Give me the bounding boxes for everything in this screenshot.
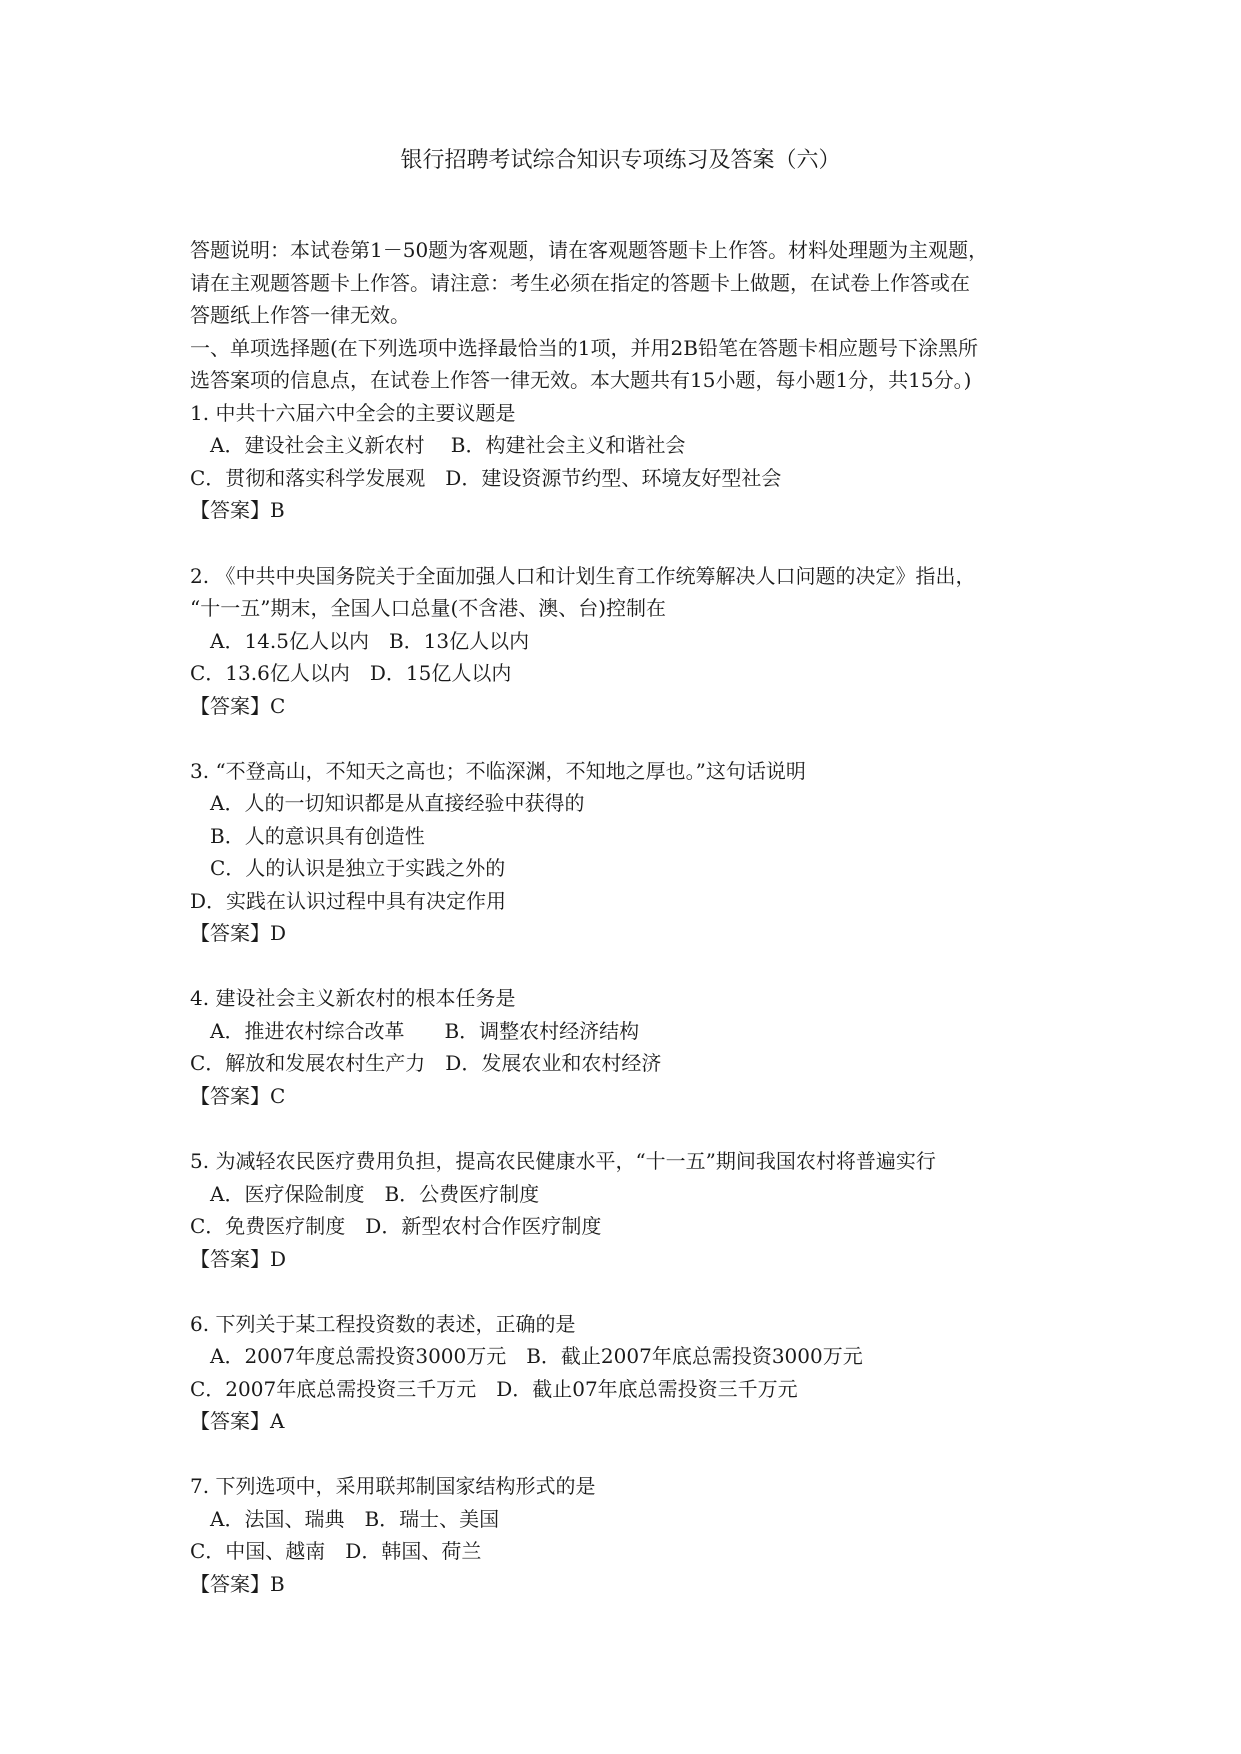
instructions-line: 答题说明：本试卷第1－50题为客观题，请在客观题答题卡上作答。材料处理题为主观题， [190, 238, 989, 262]
question-stem: 1. 中共十六届六中全会的主要议题是 [190, 401, 516, 425]
question-option: A．医疗保险制度 B．公费医疗制度 [210, 1182, 540, 1206]
question-option: A．建设社会主义新农村 B．构建社会主义和谐社会 [210, 433, 686, 457]
question-option: C．免费医疗制度 D．新型农村合作医疗制度 [190, 1214, 602, 1238]
question-option: A．法国、瑞典 B．瑞士、美国 [210, 1507, 500, 1531]
question-answer: 【答案】B [190, 498, 285, 522]
question-answer: 【答案】D [190, 921, 287, 945]
instructions-line: 请在主观题答题卡上作答。请注意：考生必须在指定的答题卡上做题，在试卷上作答或在 [190, 271, 970, 295]
question-answer: 【答案】C [190, 1084, 286, 1108]
question-stem: 4. 建设社会主义新农村的根本任务是 [190, 986, 516, 1010]
question-option: C．贯彻和落实科学发展观 D．建设资源节约型、环境友好型社会 [190, 466, 782, 490]
question-option: D．实践在认识过程中具有决定作用 [190, 889, 507, 913]
question-answer: 【答案】D [190, 1247, 287, 1271]
question-stem: 6. 下列关于某工程投资数的表述，正确的是 [190, 1312, 576, 1336]
instructions-line: 答题纸上作答一律无效。 [190, 303, 410, 327]
question-option: A．推进农村综合改革 B．调整农村经济结构 [210, 1019, 640, 1043]
question-option: C．人的认识是独立于实践之外的 [210, 856, 506, 880]
question-stem: “十一五”期末，全国人口总量(不含港、澳、台)控制在 [190, 596, 667, 620]
question-answer: 【答案】A [190, 1409, 285, 1433]
question-answer: 【答案】B [190, 1572, 285, 1596]
question-option: C．2007年底总需投资三千万元 D．截止07年底总需投资三千万元 [190, 1377, 798, 1401]
question-stem: 2. 《中共中央国务院关于全面加强人口和计划生育工作统筹解决人口问题的决定》指出， [190, 564, 976, 588]
question-answer: 【答案】C [190, 694, 286, 718]
question-option: C．13.6亿人以内 D．15亿人以内 [190, 661, 512, 685]
question-option: C．中国、越南 D．韩国、荷兰 [190, 1539, 482, 1563]
question-option: A．2007年度总需投资3000万元 B．截止2007年底总需投资3000万元 [210, 1344, 863, 1368]
section-heading-line: 选答案项的信息点，在试卷上作答一律无效。本大题共有15小题，每小题1分，共15分。) [190, 368, 972, 392]
question-stem: 3. “不登高山，不知天之高也；不临深渊，不知地之厚也。”这句话说明 [190, 759, 806, 783]
question-option: B．人的意识具有创造性 [210, 824, 425, 848]
question-option: C．解放和发展农村生产力 D．发展农业和农村经济 [190, 1051, 662, 1075]
question-stem: 7. 下列选项中，采用联邦制国家结构形式的是 [190, 1474, 596, 1498]
question-stem: 5. 为减轻农民医疗费用负担，提高农民健康水平，“十一五”期间我国农村将普遍实行 [190, 1149, 936, 1173]
question-option: A．人的一切知识都是从直接经验中获得的 [210, 791, 585, 815]
page-title: 银行招聘考试综合知识专项练习及答案（六） [400, 148, 841, 173]
section-heading-line: 一、单项选择题(在下列选项中选择最恰当的1项，并用2B铅笔在答题卡相应题号下涂黑所 [190, 336, 978, 360]
question-option: A．14.5亿人以内 B．13亿人以内 [210, 629, 530, 653]
